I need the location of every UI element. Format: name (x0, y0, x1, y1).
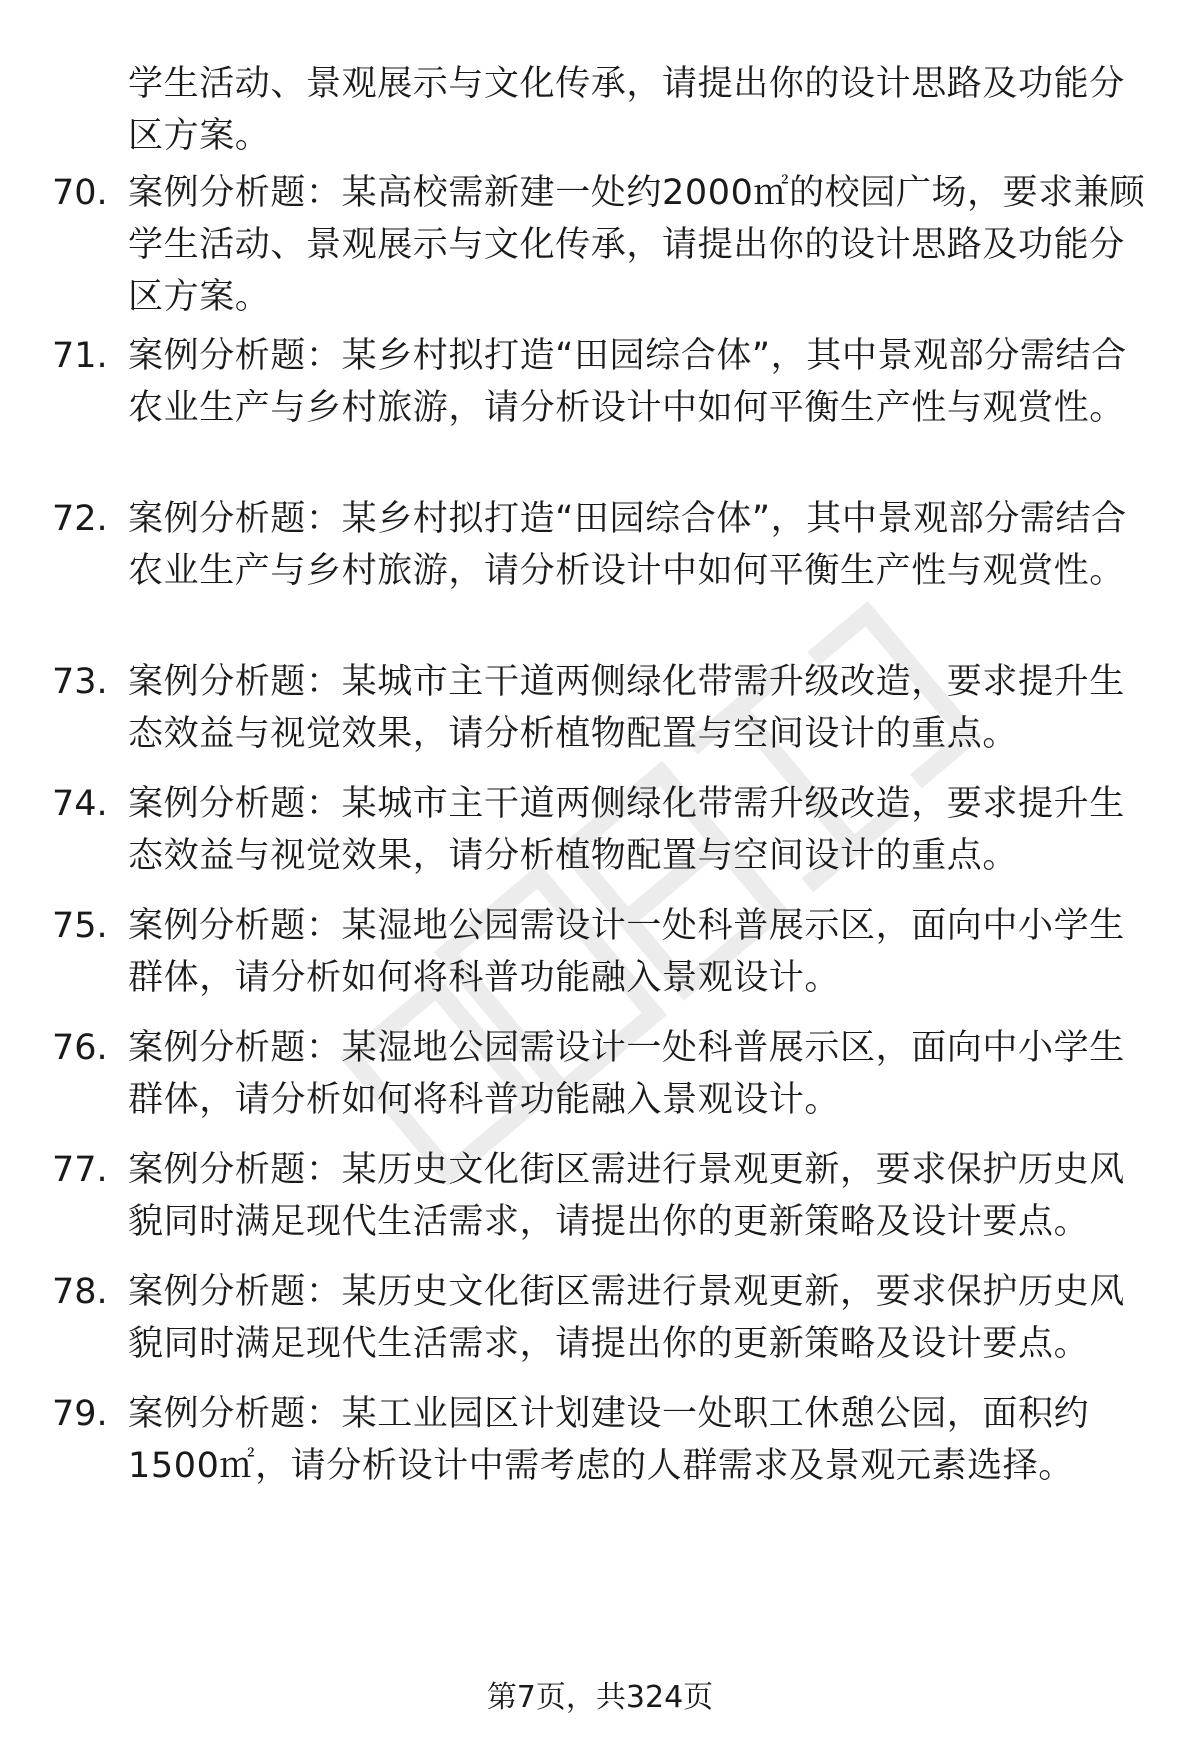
question-text: 案例分析题：某历史文化街区需进行景观更新，要求保护历史风貌同时满足现代生活需求，请提出你的更新策略及设计要点。 (128, 1150, 1125, 1242)
question-text: 案例分析题：某湿地公园需设计一处科普展示区，面向中小学生群体，请分析如何将科普功能融入景观设计。 (128, 1028, 1125, 1120)
question-number: 78. (52, 1272, 108, 1312)
question-number: 76. (52, 1028, 108, 1068)
question-text: 案例分析题：某乡村拟打造“田园综合体”，其中景观部分需结合农业生产与乡村旅游，请分析设计中如何平衡生产性与观赏性。 (128, 336, 1127, 428)
question-number: 72. (52, 499, 108, 539)
question-text: 案例分析题：某高校需新建一处约2000㎡的校园广场，要求兼顾学生活动、景观展示与文化传承，请提出你的设计思路及功能分区方案。 (128, 173, 1146, 317)
question-text: 案例分析题：某湿地公园需设计一处科普展示区，面向中小学生群体，请分析如何将科普功能融入景观设计。 (128, 906, 1125, 998)
page-number-footer: 第7页，共324页 (486, 1680, 714, 1715)
question-number: 79. (52, 1394, 108, 1434)
question-number: 71. (52, 336, 108, 376)
question-text: 案例分析题：某工业园区计划建设一处职工休憩公园，面积约1500㎡，请分析设计中需考虑的人群需求及景观元素选择。 (128, 1394, 1090, 1486)
question-text: 案例分析题：某乡村拟打造“田园综合体”，其中景观部分需结合农业生产与乡村旅游，请分析设计中如何平衡生产性与观赏性。 (128, 499, 1127, 591)
question-number: 75. (52, 906, 108, 946)
question-number: 74. (52, 784, 108, 824)
question-number: 77. (52, 1150, 108, 1190)
continuation-text: 学生活动、景观展示与文化传承，请提出你的设计思路及功能分区方案。 (128, 64, 1125, 156)
question-text: 案例分析题：某城市主干道两侧绿化带需升级改造，要求提升生态效益与视觉效果，请分析植物配置与空间设计的重点。 (128, 662, 1125, 754)
question-number: 73. (52, 662, 108, 702)
question-text: 案例分析题：某城市主干道两侧绿化带需升级改造，要求提升生态效益与视觉效果，请分析植物配置与空间设计的重点。 (128, 784, 1125, 876)
question-number: 70. (52, 173, 108, 213)
question-text: 案例分析题：某历史文化街区需进行景观更新，要求保护历史风貌同时满足现代生活需求，请提出你的更新策略及设计要点。 (128, 1272, 1125, 1364)
